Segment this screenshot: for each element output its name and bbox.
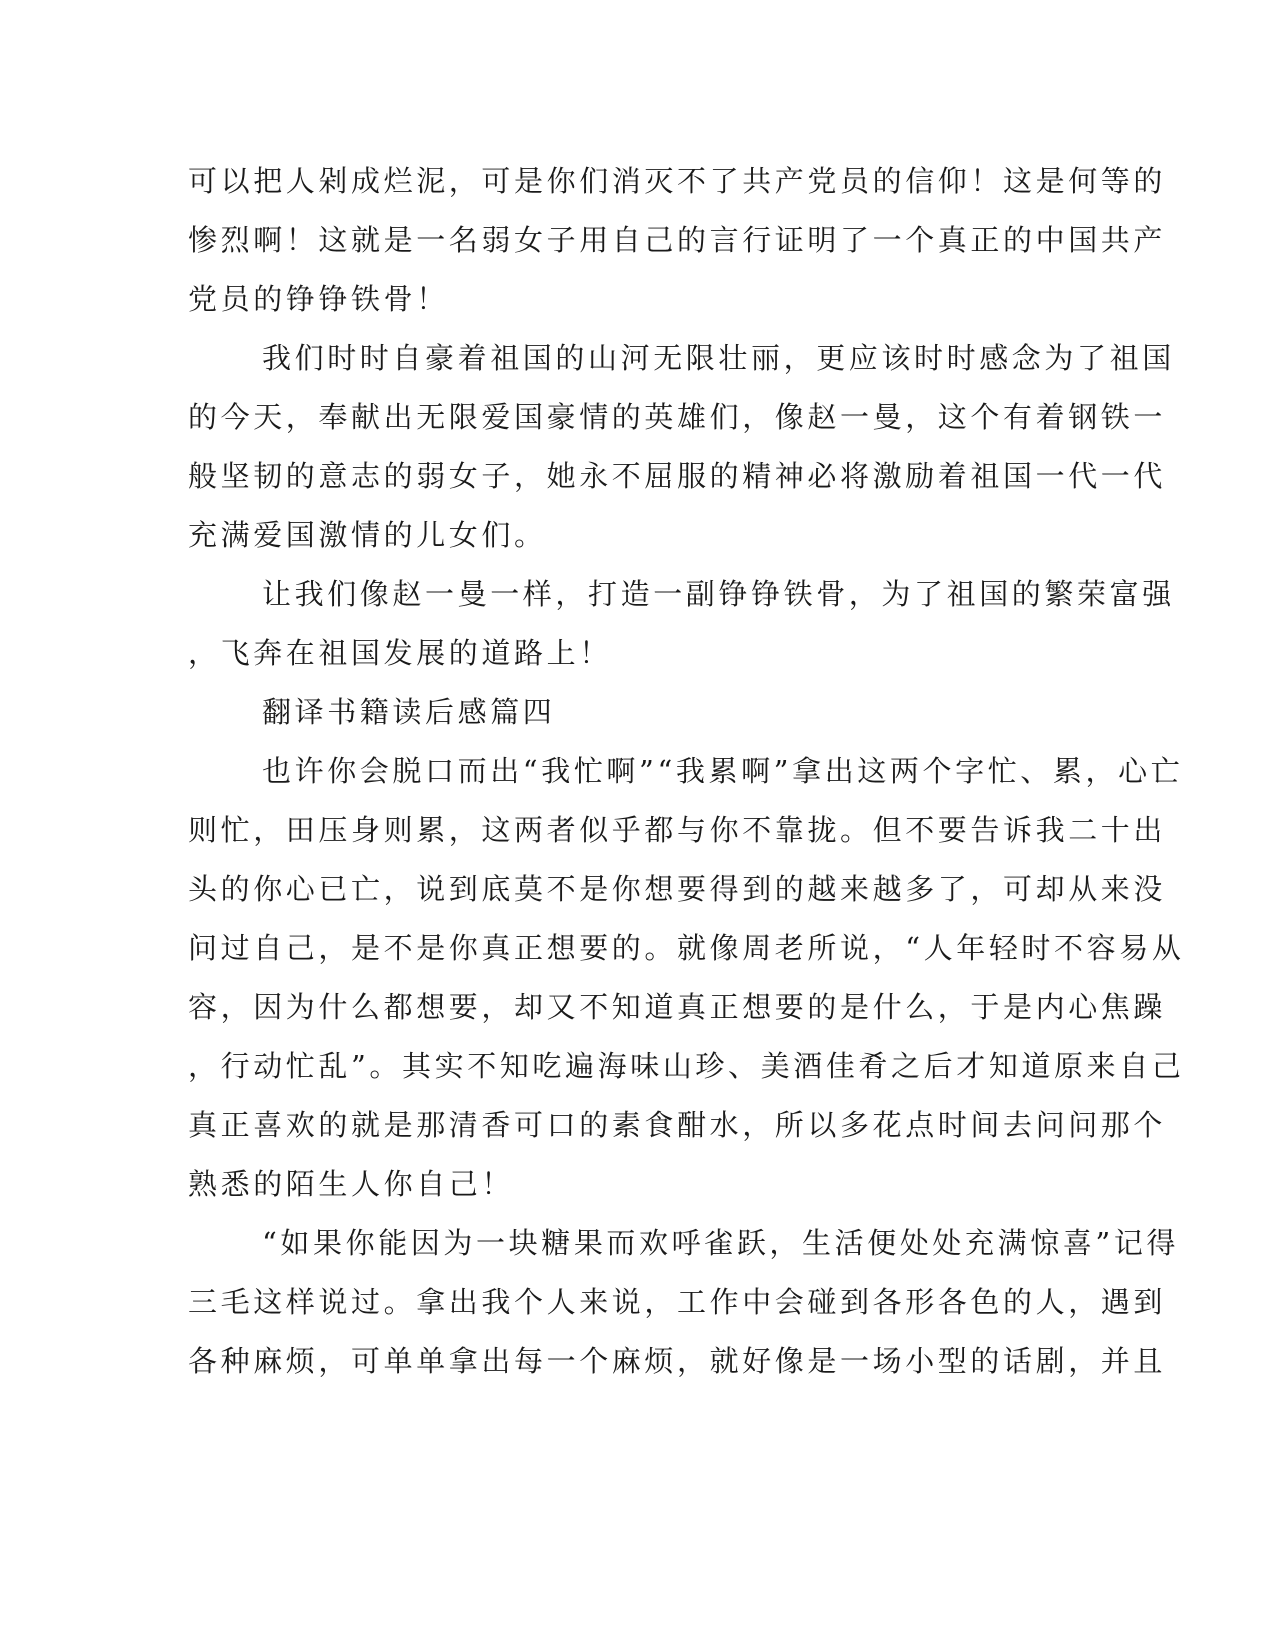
text-line: 问过自己，是不是你真正想要的。就像周老所说，“人年轻时不容易从 xyxy=(188,931,1185,965)
section-heading: 翻译书籍读后感篇四 xyxy=(262,695,556,729)
text-line: 熟悉的陌生人你自己！ xyxy=(188,1167,515,1201)
paragraph-first-line: 让我们像赵一曼一样，打造一副铮铮铁骨，为了祖国的繁荣富强 xyxy=(262,577,1175,611)
text-line: 惨烈啊！这就是一名弱女子用自己的言行证明了一个真正的中国共产 xyxy=(188,223,1167,257)
text-line: 则忙，田压身则累，这两者似乎都与你不靠拢。但不要告诉我二十出 xyxy=(188,813,1167,847)
text-line: 各种麻烦，可单单拿出每一个麻烦，就好像是一场小型的话剧，并且 xyxy=(188,1344,1167,1378)
text-line: 头的你心已亡，说到底莫不是你想要得到的越来越多了，可却从来没 xyxy=(188,872,1167,906)
text-line: 般坚韧的意志的弱女子，她永不屈服的精神必将激励着祖国一代一代 xyxy=(188,459,1167,493)
text-line: 可以把人剁成烂泥，可是你们消灭不了共产党员的信仰！这是何等的 xyxy=(188,164,1167,198)
text-line: 充满爱国激情的儿女们。 xyxy=(188,518,547,552)
text-line: 的今天，奉献出无限爱国豪情的英雄们，像赵一曼，这个有着钢铁一 xyxy=(188,400,1167,434)
text-line: 真正喜欢的就是那清香可口的素食酣水，所以多花点时间去问问那个 xyxy=(188,1108,1167,1142)
paragraph-first-line: “如果你能因为一块糖果而欢呼雀跃，生活便处处充满惊喜”记得 xyxy=(262,1226,1180,1260)
text-line: 三毛这样说过。拿出我个人来说，工作中会碰到各形各色的人，遇到 xyxy=(188,1285,1167,1319)
text-line: ，飞奔在祖国发展的道路上！ xyxy=(188,636,612,670)
text-line: 容，因为什么都想要，却又不知道真正想要的是什么，于是内心焦躁 xyxy=(188,990,1167,1024)
text-line: 党员的铮铮铁骨！ xyxy=(188,282,449,316)
text-line: ，行动忙乱”。其实不知吃遍海味山珍、美酒佳肴之后才知道原来自己 xyxy=(188,1049,1185,1083)
paragraph-first-line: 我们时时自豪着祖国的山河无限壮丽，更应该时时感念为了祖国 xyxy=(262,341,1175,375)
paragraph-first-line: 也许你会脱口而出“我忙啊”“我累啊”拿出这两个字忙、累，心亡 xyxy=(262,754,1184,788)
